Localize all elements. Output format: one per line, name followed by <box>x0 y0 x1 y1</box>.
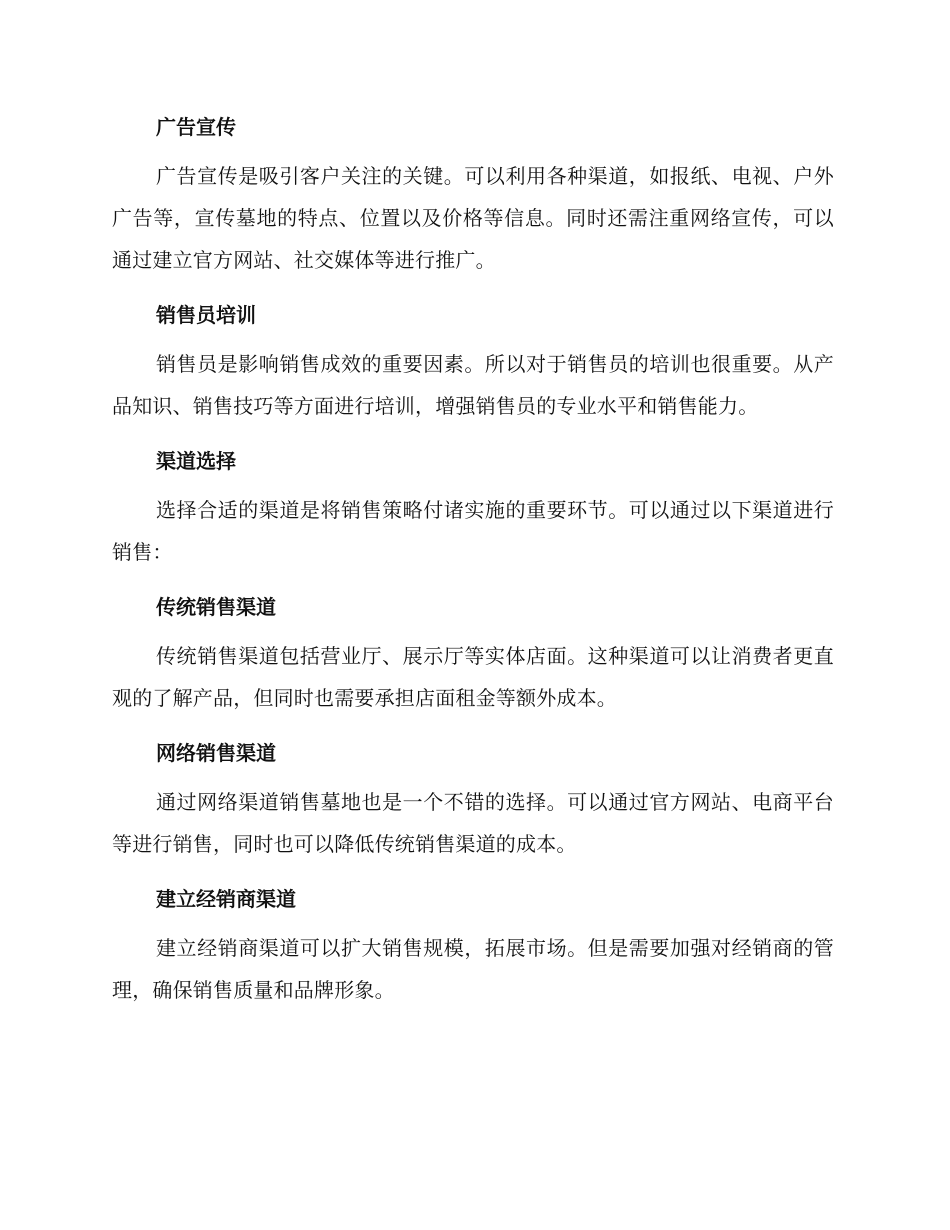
section-body-dealer-channel: 建立经销商渠道可以扩大销售规模，拓展市场。但是需要加强对经销商的管理，确保销售质量和品牌形象。 <box>112 936 834 1002</box>
section-heading-channel-selection: 渠道选择 <box>156 449 236 473</box>
section-body-advertising: 广告宣传是吸引客户关注的关键。可以利用各种渠道，如报纸、电视、户外广告等，宣传墓地的特点、位置以及价格等信息。同时还需注重网络宣传，可以通过建立官方网站、社交媒体等进行推广。 <box>112 164 834 272</box>
section-body-traditional-channel: 传统销售渠道包括营业厅、展示厅等实体店面。这种渠道可以让消费者更直观的了解产品，但同时也需要承担店面租金等额外成本。 <box>112 644 834 710</box>
document-content <box>112 108 834 1026</box>
section-body-online-channel: 通过网络渠道销售墓地也是一个不错的选择。可以通过官方网站、电商平台等进行销售，同时也可以降低传统销售渠道的成本。 <box>112 790 834 856</box>
section-heading-dealer-channel: 建立经销商渠道 <box>156 887 296 911</box>
section-body-channel-selection: 选择合适的渠道是将销售策略付诸实施的重要环节。可以通过以下渠道进行销售： <box>112 498 834 564</box>
section-heading-advertising: 广告宣传 <box>156 115 236 139</box>
section-heading-sales-training: 销售员培训 <box>156 303 256 327</box>
section-heading-traditional-channel: 传统销售渠道 <box>156 595 276 619</box>
section-heading-online-channel: 网络销售渠道 <box>156 741 276 765</box>
section-body-sales-training: 销售员是影响销售成效的重要因素。所以对于销售员的培训也很重要。从产品知识、销售技巧等方面进行培训，增强销售员的专业水平和销售能力。 <box>112 352 834 418</box>
